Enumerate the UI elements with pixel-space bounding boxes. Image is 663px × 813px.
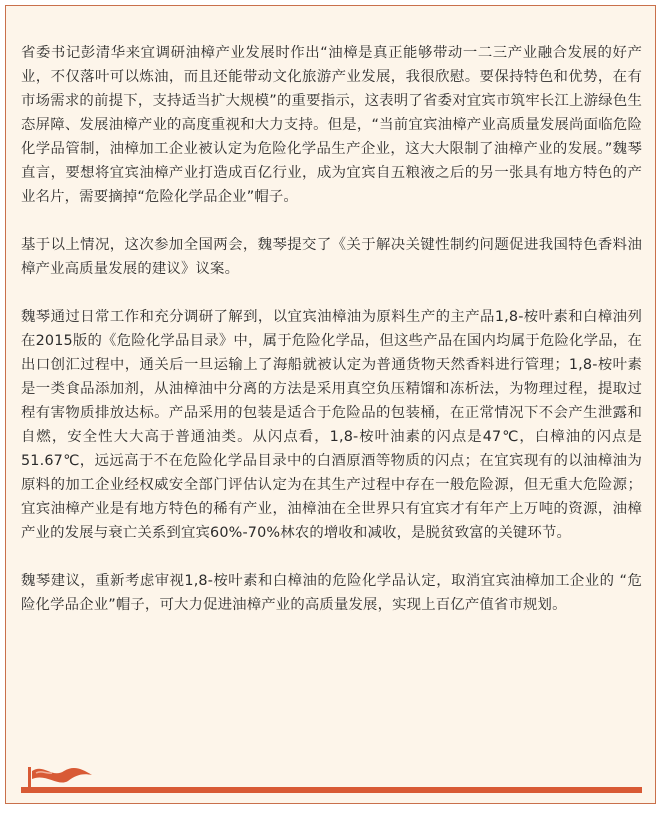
paragraph-4: 魏琴建议，重新考虑审视1,8-桉叶素和白樟油的危险化学品认定，取消宜宾油樟加工企业的 “危险化学品企业”帽子，可大力促进油樟产业的高质量发展，实现上百亿产值省市规划。 [21,573,642,613]
bottom-divider [21,787,642,793]
article-frame [5,5,656,804]
paragraph-2: 基于以上情况，这次参加全国两会，魏琴提交了《关于解决关键性制约问题促进我国特色香料油樟产业高质量发展的建议》议案。 [21,237,642,277]
paragraph-1: 省委书记彭清华来宜调研油樟产业发展时作出“油樟是真正能够带动一二三产业融合发展的好产业，不仅落叶可以炼油，而且还能带动文化旅游产业发展，我很欣慰。要保持特色和优势，在有市场需求的前提下，支持适当扩大规模”的重要指示，这表明了省委对宜宾市筑牢长江上游绿色生态屏障、发展油樟产业的高度重视和大力支持。但是，“当前宜宾油樟产业高质量发展尚面临危险化学品管制，油樟加工企业被认定为危险化学品生产企业，这大大限制了油樟产业的发展。”魏琴直言，要想将宜宾油樟产业打造成百亿行业，成为宜宾自五粮液之后的另一张具有地方特色的产业名片，需要摘掉“危险化学品企业”帽子。 [21,45,642,205]
article-body [21,41,642,641]
red-ribbon-icon [22,761,94,789]
paragraph-3: 魏琴通过日常工作和充分调研了解到，以宜宾油樟油为原料生产的主产品1,8-桉叶素和白樟油列在2015版的《危险化学品目录》中，属于危险化学品，但这些产品在国内均属于危险化学品，在出口创汇过程中，通关后一旦运输上了海船就被认定为普通货物天然香料进行管理；1,8-桉叶素是一类食品添加剂，从油樟油中分离的方法是采用真空负压精馏和冻析法，为物理过程，提取过程有害物质排放达标。产品采用的包装是适合于危险品的包装桶，在正常情况下不会产生泄露和自燃，安全性大大高于普通油类。从闪点看，1,8-桉叶油素的闪点是47℃，白樟油的闪点是51.67℃，远远高于不在危险化学品目录中的白酒原酒等物质的闪点；在宜宾现有的以油樟油为原料的加工企业经权威安全部门评估认定为在其生产过程中存在一般危险源，但无重大危险源；宜宾油樟产业是有地方特色的稀有产业，油樟油在全世界只有宜宾才有年产上万吨的资源，油樟产业的发展与衰亡关系到宜宾60%-70%林农的增收和减收，是脱贫致富的关键环节。 [21,309,642,541]
